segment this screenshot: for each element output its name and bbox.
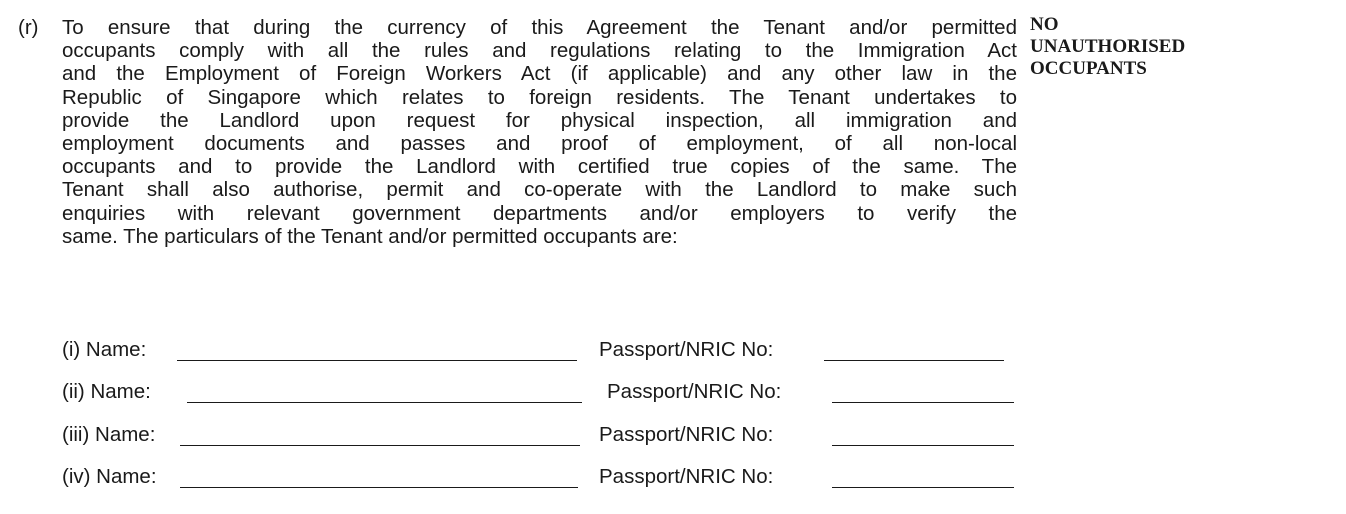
passport-field[interactable] <box>832 445 1014 446</box>
occupant-row-4 <box>62 462 1022 492</box>
name-label: (iii) Name: <box>62 423 156 446</box>
passport-label: Passport/NRIC No: <box>599 423 774 446</box>
passport-label: Passport/NRIC No: <box>599 465 774 488</box>
clause-line: same. The particulars of the Tenant and/or permitted occupants are: <box>62 224 678 248</box>
name-field[interactable] <box>180 487 578 488</box>
margin-heading-line: NO <box>1030 14 1059 35</box>
name-label: (ii) Name: <box>62 380 151 403</box>
name-field[interactable] <box>177 360 577 361</box>
passport-label: Passport/NRIC No: <box>599 338 774 361</box>
passport-field[interactable] <box>832 487 1014 488</box>
passport-label: Passport/NRIC No: <box>607 380 782 403</box>
occupant-row-2 <box>62 377 1022 407</box>
name-field[interactable] <box>187 402 582 403</box>
occupant-row-1 <box>62 335 1022 365</box>
clause-line: To ensure that during the currency of this Agreement the Tenant and/or permitted <box>62 16 1017 39</box>
clause-line: employment documents and passes and proof of employment, of all non-local <box>62 132 1017 156</box>
clause-line: occupants comply with all the rules and regulations relating to the Immigration Act <box>62 39 1017 63</box>
margin-heading <box>1030 14 1270 80</box>
clause-line: provide the Landlord upon request for physical inspection, all immigration and <box>62 108 1017 132</box>
passport-field[interactable] <box>832 402 1014 403</box>
margin-heading-line: UNAUTHORISED <box>1030 36 1186 57</box>
clause-line: occupants and to provide the Landlord with certified true copies of the same. The <box>62 155 1017 179</box>
name-label: (iv) Name: <box>62 465 157 488</box>
clause-line: and the Employment of Foreign Workers Act (if applicable) and any other law in the <box>62 62 1017 86</box>
clause-line: enquiries with relevant government departments and/or employers to verify the <box>62 201 1017 225</box>
occupant-row-3 <box>62 420 1022 450</box>
clause-line: Republic of Singapore which relates to foreign residents. The Tenant undertakes to <box>62 85 1017 109</box>
name-field[interactable] <box>180 445 580 446</box>
passport-field[interactable] <box>824 360 1004 361</box>
name-label: (i) Name: <box>62 338 147 361</box>
clause-body <box>62 16 1017 248</box>
margin-heading-line: OCCUPANTS <box>1030 58 1147 79</box>
clause-line: Tenant shall also authorise, permit and co-operate with the Landlord to make such <box>62 178 1017 202</box>
clause-marker: (r) <box>18 16 39 39</box>
